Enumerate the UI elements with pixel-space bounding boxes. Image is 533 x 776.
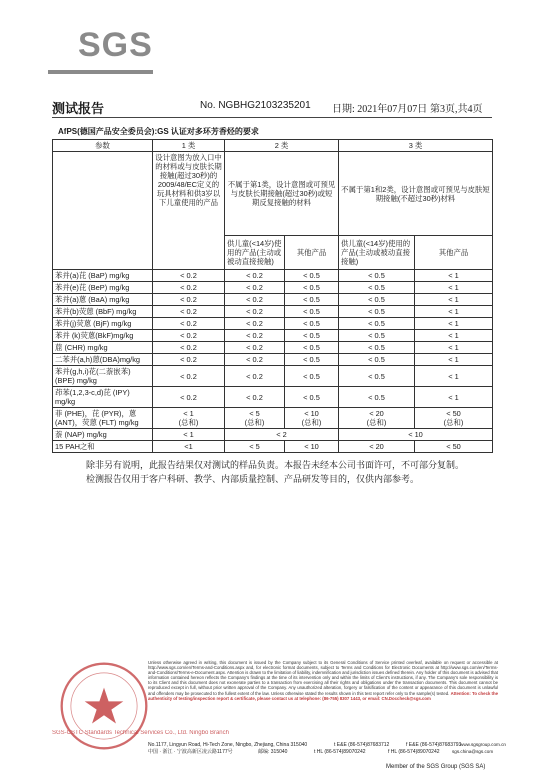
- logo-underline: [48, 70, 153, 74]
- report-notes: [86, 458, 464, 486]
- cat3-children: 供儿童(<14岁)使用的产品(主动或被动直接接触): [339, 236, 415, 270]
- cat1-header: 1 类: [153, 140, 225, 152]
- table-row: [53, 282, 493, 294]
- table-cell: < 0.2: [225, 330, 285, 342]
- table-row: [53, 408, 493, 429]
- address-en: No.1177, Lingyun Road, Hi-Tech Zone, Ningbo, Zhejiang, China 315040: [148, 742, 308, 748]
- table-cell: < 0.5: [285, 342, 339, 354]
- table-cell: < 1: [153, 429, 225, 441]
- table-cell: < 0.5: [339, 387, 415, 408]
- table-cell: < 1: [415, 342, 493, 354]
- note-line: 检测报告仅用于客户科研、教学、内部质量控制、产品研发等目的，仅供内部参考。: [86, 474, 420, 484]
- table-cell: < 0.5: [285, 294, 339, 306]
- table-cell: < 0.2: [225, 354, 285, 366]
- row-name: 二苯并(a,h)蒽(DBA)mg/kg: [53, 354, 153, 366]
- table-cell: < 20: [339, 441, 415, 453]
- table-cell: < 0.5: [285, 354, 339, 366]
- table-cell: < 0.2: [153, 306, 225, 318]
- table-cell: < 1: [415, 294, 493, 306]
- table-cell: < 0.2: [225, 342, 285, 354]
- cat2-children: 供儿童(<14岁)使用的产品(主动或被动直接接触): [225, 236, 285, 270]
- sum-row-name: 菲 (PHE)，芘 (PYR)，蒽 (ANT)，荧蒽 (FLT) mg/kg: [53, 408, 153, 429]
- row-name: 䓛 (CHR) mg/kg: [53, 342, 153, 354]
- postcode: 邮编: 315040: [258, 749, 288, 755]
- table-cell: < 0.5: [285, 330, 339, 342]
- row-name: 苯并(a)芘 (BaP) mg/kg: [53, 270, 153, 282]
- table-cell: < 2: [225, 429, 339, 441]
- table-cell: < 0.2: [153, 354, 225, 366]
- cat2-header: 2 类: [225, 140, 339, 152]
- table-cell: < 0.2: [153, 270, 225, 282]
- table-cell: < 0.5: [285, 306, 339, 318]
- table-cell: < 0.5: [339, 306, 415, 318]
- pah-row-name: 15 PAH之和: [53, 441, 153, 453]
- table-row: [53, 306, 493, 318]
- table-row: [53, 429, 493, 441]
- table-cell: < 0.2: [225, 387, 285, 408]
- phone-ee: t E&E (86-574)87683712: [334, 742, 390, 748]
- cat3-description: 不属于第1和2类，设计意图或可预见与皮肤短期接触(不超过30秒)材料: [339, 152, 493, 236]
- category-description-row: [53, 152, 493, 236]
- row-name: 苯并(b)荧蒽 (BbF) mg/kg: [53, 306, 153, 318]
- cat2-description: 不属于第1类，设计意图或可预见与皮肤长期接触(超过30秒)或短期反复接触的材料: [225, 152, 339, 236]
- pah-requirements-table: [52, 139, 493, 453]
- table-cell: < 0.5: [339, 270, 415, 282]
- table-cell: < 0.2: [153, 294, 225, 306]
- company-seal: [58, 660, 150, 752]
- note-line: 除非另有说明，此报告结果仅对测试的样品负责。本报告未经本公司书面许可，不可部分复制。: [86, 460, 465, 470]
- report-number: No. NGBHG2103235201: [200, 100, 311, 111]
- table-cell: < 0.2: [153, 342, 225, 354]
- table-cell: <1: [153, 441, 225, 453]
- table-row: [53, 270, 493, 282]
- website: www.sgsgroup.com.cn: [460, 742, 506, 747]
- report-title: 测试报告: [52, 101, 105, 116]
- table-row: [53, 387, 493, 408]
- table-cell: < 1: [415, 306, 493, 318]
- report-date: 日期: 2021年07月07日: [332, 104, 428, 115]
- table-cell: < 0.2: [225, 306, 285, 318]
- table-cell: < 0.5: [285, 366, 339, 387]
- table-cell: < 1 (总和): [153, 408, 225, 429]
- pah-rows: [53, 270, 493, 408]
- table-row: [53, 330, 493, 342]
- table-row: [53, 294, 493, 306]
- table-cell: < 0.5: [285, 270, 339, 282]
- cat3-other: 其他产品: [415, 236, 493, 270]
- table-cell: < 1: [415, 366, 493, 387]
- table-cell: < 20 (总和): [339, 408, 415, 429]
- table-cell: < 1: [415, 330, 493, 342]
- row-name: 茚苯(1,2,3-c,d)芘 (IPY) mg/kg: [53, 387, 153, 408]
- table-row: [53, 366, 493, 387]
- table-cell: < 0.5: [285, 318, 339, 330]
- seal-caption: SGS-CSTC Standards Technical Services Co., Ltd. Ningbo Branch: [52, 730, 229, 736]
- table-row: [53, 354, 493, 366]
- table-cell: < 50 (总和): [415, 408, 493, 429]
- table-cell: < 0.2: [225, 294, 285, 306]
- table-cell: < 0.5: [339, 342, 415, 354]
- table-cell: < 0.2: [225, 366, 285, 387]
- table-caption: AfPS(德国产品安全委员会):GS 认证对多环芳香烃的要求: [58, 127, 259, 136]
- fax-ee: f E&E (86-574)87683793: [406, 742, 462, 748]
- table-cell: < 0.5: [285, 282, 339, 294]
- table-cell: < 0.5: [339, 318, 415, 330]
- row-name: 苯并(g,h,i)花(二萘嵌苯)(BPE) mg/kg: [53, 366, 153, 387]
- row-name: 苯并(e)芘 (BeP) mg/kg: [53, 282, 153, 294]
- table-cell: < 1: [415, 282, 493, 294]
- row-name: 苯并(j)荧蒽 (BjF) mg/kg: [53, 318, 153, 330]
- email: sgs.china@sgs.com: [452, 749, 494, 754]
- table-cell: < 0.5: [285, 387, 339, 408]
- table-cell: < 0.2: [153, 366, 225, 387]
- cat2-other: 其他产品: [285, 236, 339, 270]
- table-cell: < 0.2: [225, 318, 285, 330]
- table-cell: < 1: [415, 318, 493, 330]
- table-cell: < 50: [415, 441, 493, 453]
- nap-row-name: 萘 (NAP) mg/kg: [53, 429, 153, 441]
- table-cell: < 0.5: [339, 366, 415, 387]
- table-cell: < 5: [225, 441, 285, 453]
- table-cell: < 0.5: [339, 354, 415, 366]
- table-row: [53, 342, 493, 354]
- table-cell: < 0.2: [225, 270, 285, 282]
- company-address: [148, 742, 506, 756]
- report-header: [52, 98, 492, 114]
- page-indicator: 第3页,共4页: [430, 104, 483, 115]
- header-divider: [52, 117, 492, 118]
- address-cn: 中国 · 浙江 · 宁波高新区凌云路1177号: [148, 749, 233, 755]
- table-cell: < 10: [339, 429, 493, 441]
- table-cell: < 1: [415, 387, 493, 408]
- sgs-logo: SGS: [78, 26, 153, 64]
- table-cell: < 0.2: [153, 282, 225, 294]
- table-cell: < 0.2: [153, 330, 225, 342]
- cat3-header: 3 类: [339, 140, 493, 152]
- table-row: [53, 441, 493, 453]
- cat1-description: 设计意图为放入口中的材料或与皮肤长期接触(超过30秒)的2009/48/EC定义的玩具材料和供3岁以下儿童使用的产品: [153, 152, 225, 270]
- legal-fine-print: [148, 660, 498, 701]
- table-cell: < 0.2: [225, 282, 285, 294]
- row-name: 苯并 (k)荧蒽(BkF)mg/kg: [53, 330, 153, 342]
- table-cell: < 0.5: [339, 294, 415, 306]
- table-row: [53, 318, 493, 330]
- authenticity-notice: Attention: To check the authenticity of testing/inspection report & certificate, please contact us at telephone: (86-755) 8307 1443, or email: CN.Doccheck@sgs.com: [148, 690, 498, 701]
- member-line: Member of the SGS Group (SGS SA): [386, 764, 486, 770]
- terms-text: Unless otherwise agreed in writing, this document is issued by the Company subject to its General Conditions of Service printed overleaf, available on request or accessible at http://www.sgs.com/en/Terms-and-Conditions.aspx and, for electronic format documents, subject to Terms and Conditions for Electronic Documents at http://www.sgs.com/en/Terms-and-Conditions/Terms-e-Document.aspx. Attention is drawn to the limitation of liability, indemnification and jurisdiction issues defined therein. Any holder of this document is advised that information contained hereon reflects the Company's findings at the time of its intervention only and within the limits of Client's instructions, if any. The Company's sole responsibility is to its Client and this document does not exonerate parties to a transaction from exercising all their rights and obligations under the transaction documents. This document cannot be reproduced except in full, without prior written approval of the Company. Any unauthorized alteration, forgery or falsification of the content or appearance of this document is unlawful and offenders may be prosecuted to the fullest extent of the law. Unless otherwise stated the results shown in this test report refer only to the sample(s) tested.: [148, 660, 498, 696]
- fax-hl: f HL (86-574)89070242: [388, 749, 440, 755]
- table-cell: < 0.2: [153, 387, 225, 408]
- table-cell: < 1: [415, 270, 493, 282]
- table-cell: < 10: [285, 441, 339, 453]
- table-cell: < 1: [415, 354, 493, 366]
- table-cell: < 10 (总和): [285, 408, 339, 429]
- table-header-row: [53, 140, 493, 152]
- table-cell: < 0.5: [339, 282, 415, 294]
- param-header: 参数: [53, 140, 153, 152]
- row-name: 苯并(a)蒽 (BaA) mg/kg: [53, 294, 153, 306]
- table-cell: < 0.5: [339, 330, 415, 342]
- phone-hl: t HL (86-574)89070242: [314, 749, 366, 755]
- table-cell: < 0.2: [153, 318, 225, 330]
- table-cell: < 5 (总和): [225, 408, 285, 429]
